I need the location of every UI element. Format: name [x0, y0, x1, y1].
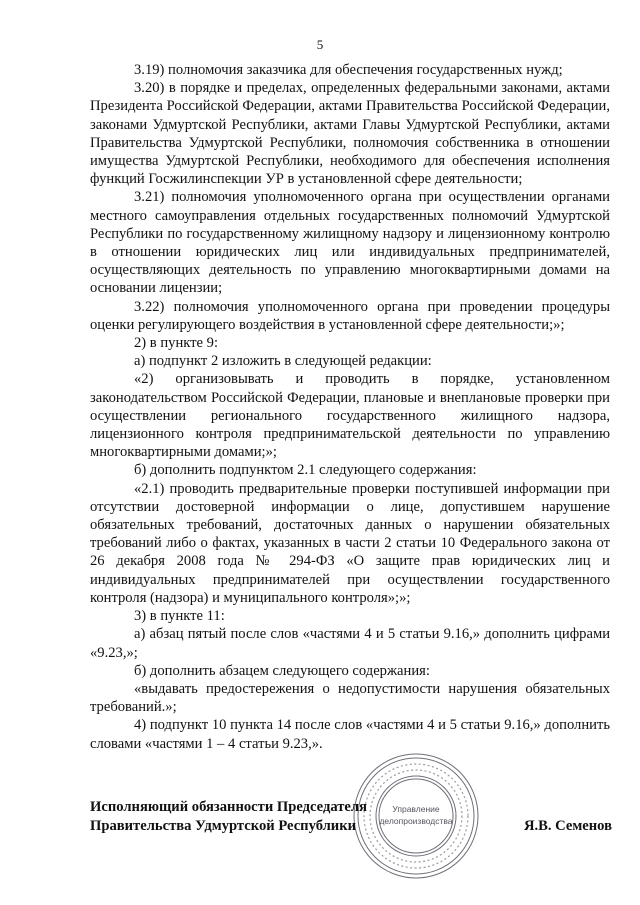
paragraph-item-4: 4) подпункт 10 пункта 14 после слов «частями 4 и 5 статьи 9.16,» дополнить словами «частями 1 – 4 статьи 9.23,». — [90, 717, 610, 752]
signature-block — [90, 798, 612, 835]
stamp-inner-line2: делопроизводства — [379, 816, 453, 826]
signature-title-line1: Исполняющий обязанности Председателя — [90, 799, 367, 815]
signatory-name: Я.В. Семенов — [523, 817, 612, 834]
paragraph-quote-warning: «выдавать предостережения о недопустимости нарушения обязательных требований.»; — [90, 680, 610, 716]
paragraph-3-22: 3.22) полномочия уполномоченного органа при проведении процедуры оценки регулирующего воздействия в установленной сфере деятельности;»; — [90, 298, 610, 333]
stamp-inner-line1: Управление — [392, 804, 440, 814]
paragraph-quote-2-1: «2.1) проводить предварительные проверки поступившей информации при отсутствии достоверной информации о лице, допустившем нарушение обязательных требований, достаточных данных о нарушении обязательных требований либо о фактах, указанных в части 2 статьи 10 Федерального закона от 26 декабря 2008 года № 294-ФЗ «О защите прав юридических лиц и индивидуальных предпринимателей при осуществлении государственного контроля (надзора) и муниципального контроля»;»; — [90, 480, 610, 606]
paragraph-3-21: 3.21) полномочия уполномоченного органа при осуществлении органами местного самоуправления отдельных государственных полномочий Удмуртской Республики по государственному жилищному надзору и лицензионному контролю в отношении юридических лиц или индивидуальных предпринимателей, осуществляющих деятельность по управлению многоквартирными домами на основании лицензии; — [90, 189, 610, 297]
paragraph-item-2: 2) в пункте 9: — [134, 335, 219, 352]
paragraph-3-19: 3.19) полномочия заказчика для обеспечения государственных нужд; — [134, 62, 563, 78]
paragraph-3-20: 3.20) в порядке и пределах, определенных федеральными законами, актами Президента Российской Федерации, актами Правительства Российской Федерации, законами Удмуртской Республики, актами Главы Удмуртской Республики, актами Правительства Удмуртской Республики, полномочия собственника в отношении имущества Удмуртской Республики, необходимого для обеспечения исполнения функций Госжилинспекции УР в установленной сфере деятельности; — [90, 80, 610, 188]
document-body — [90, 61, 610, 753]
page-number: 5 — [316, 37, 324, 52]
paragraph-item-2a: а) подпункт 2 изложить в следующей редакции: — [134, 353, 432, 370]
paragraph-quote-2: «2) организовывать и проводить в порядке, установленном законодательством Российской Федерации, плановые и внеплановые проверки при осуществлении регионального государственного жилищного надзора, лицензионного контроля предпринимательской деятельности по управлению многоквартирными домами;»; — [90, 371, 610, 461]
paragraph-item-3a: а) абзац пятый после слов «частями 4 и 5 статьи 9.16,» дополнить цифрами «9.23,»; — [90, 626, 610, 661]
signature-title-line2: Правительства Удмуртской Республики — [90, 817, 357, 834]
paragraph-item-2b: б) дополнить подпунктом 2.1 следующего содержания: — [134, 462, 477, 479]
paragraph-item-3b: б) дополнить абзацем следующего содержания: — [134, 662, 430, 679]
paragraph-item-3: 3) в пункте 11: — [134, 608, 225, 625]
